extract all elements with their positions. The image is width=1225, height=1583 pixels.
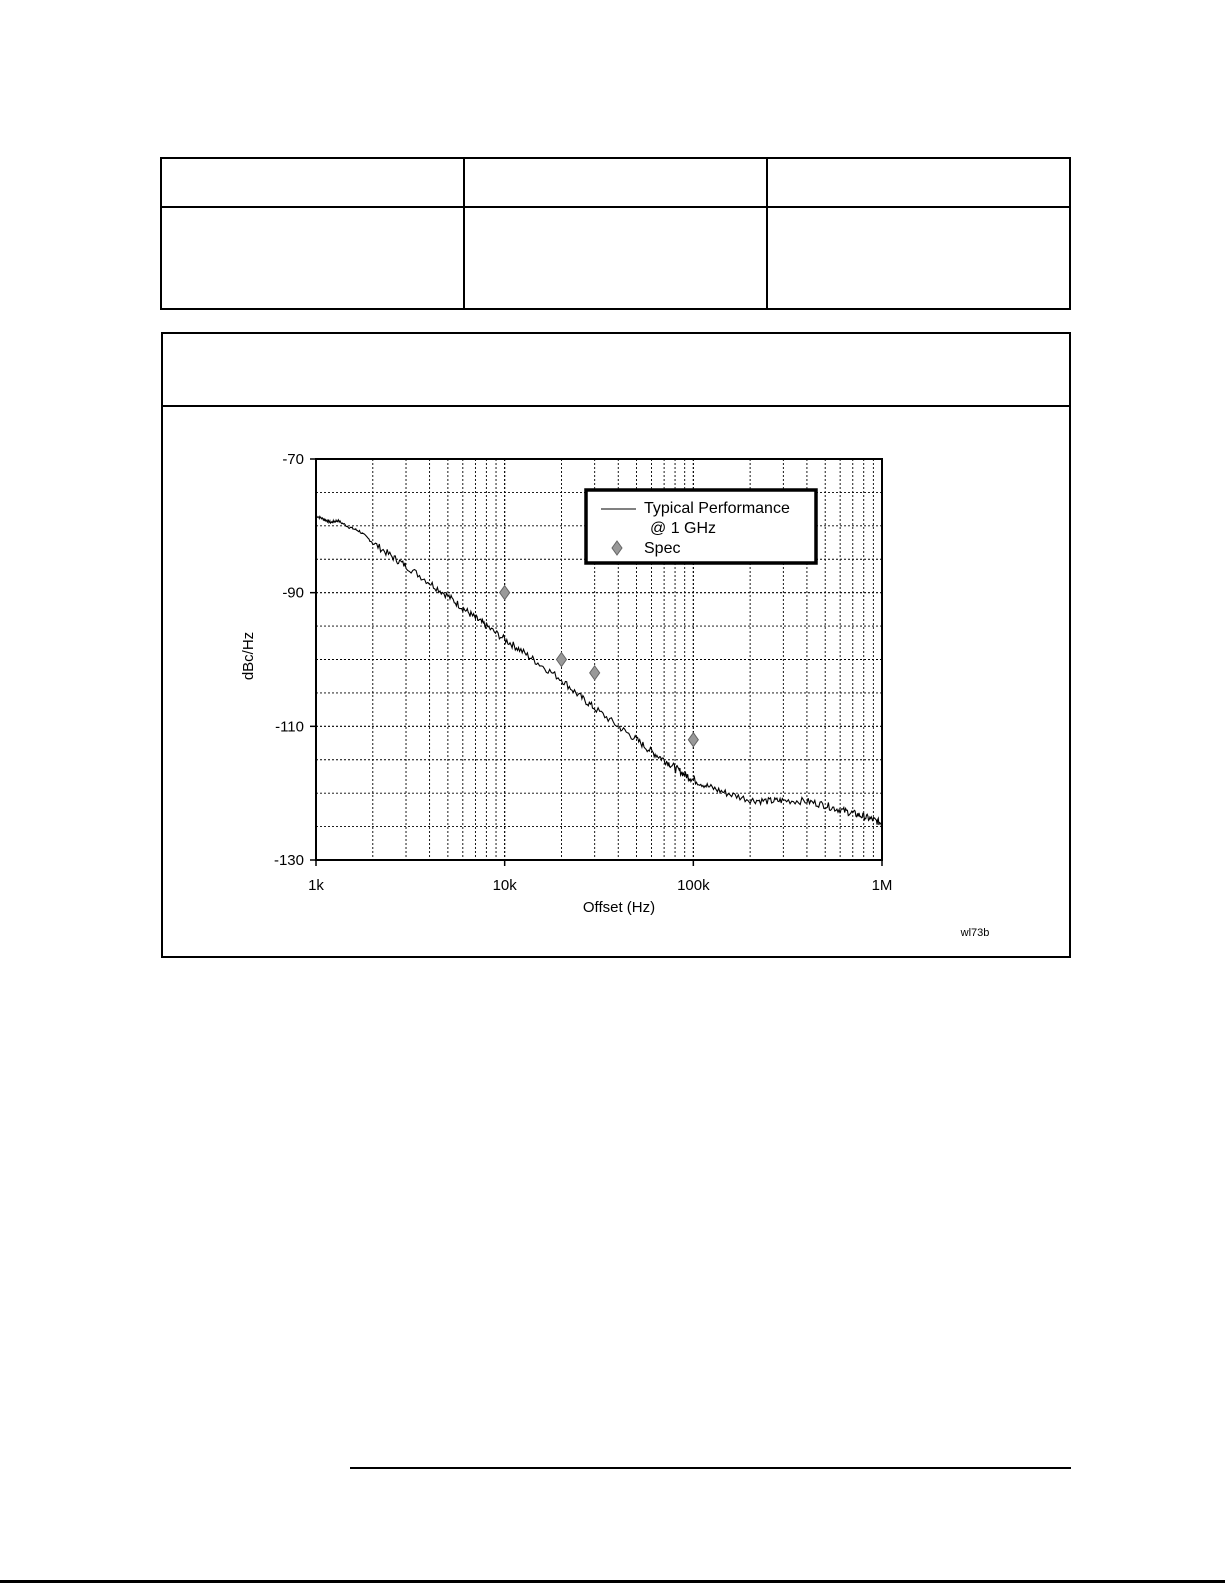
legend (586, 490, 816, 563)
y-tick-label: -90 (282, 584, 304, 602)
y-tick-label: -70 (282, 451, 304, 468)
legend-marker-label: Spec (644, 540, 681, 557)
y-axis-title: dBc/Hz (240, 631, 257, 681)
x-tick-label: 1k (308, 877, 324, 894)
y-tick-label: -130 (273, 852, 304, 869)
x-axis-title: Offset (Hz) (582, 899, 656, 916)
y-tick-label: -110 (275, 718, 304, 736)
x-tick-label: 100k (677, 877, 710, 894)
spec-point (500, 586, 510, 600)
legend-line-sublabel: @ 1 GHz (650, 520, 717, 537)
footer-divider (350, 1467, 1071, 1469)
spec-point (590, 666, 600, 680)
legend-line-label: Typical Performance (644, 500, 790, 517)
figure-id-annotation: wl73b (960, 927, 990, 939)
spec-point (688, 733, 698, 747)
spec-point (556, 653, 566, 667)
x-tick-label: 1M (871, 877, 893, 894)
x-tick-label: 10k (492, 877, 517, 894)
